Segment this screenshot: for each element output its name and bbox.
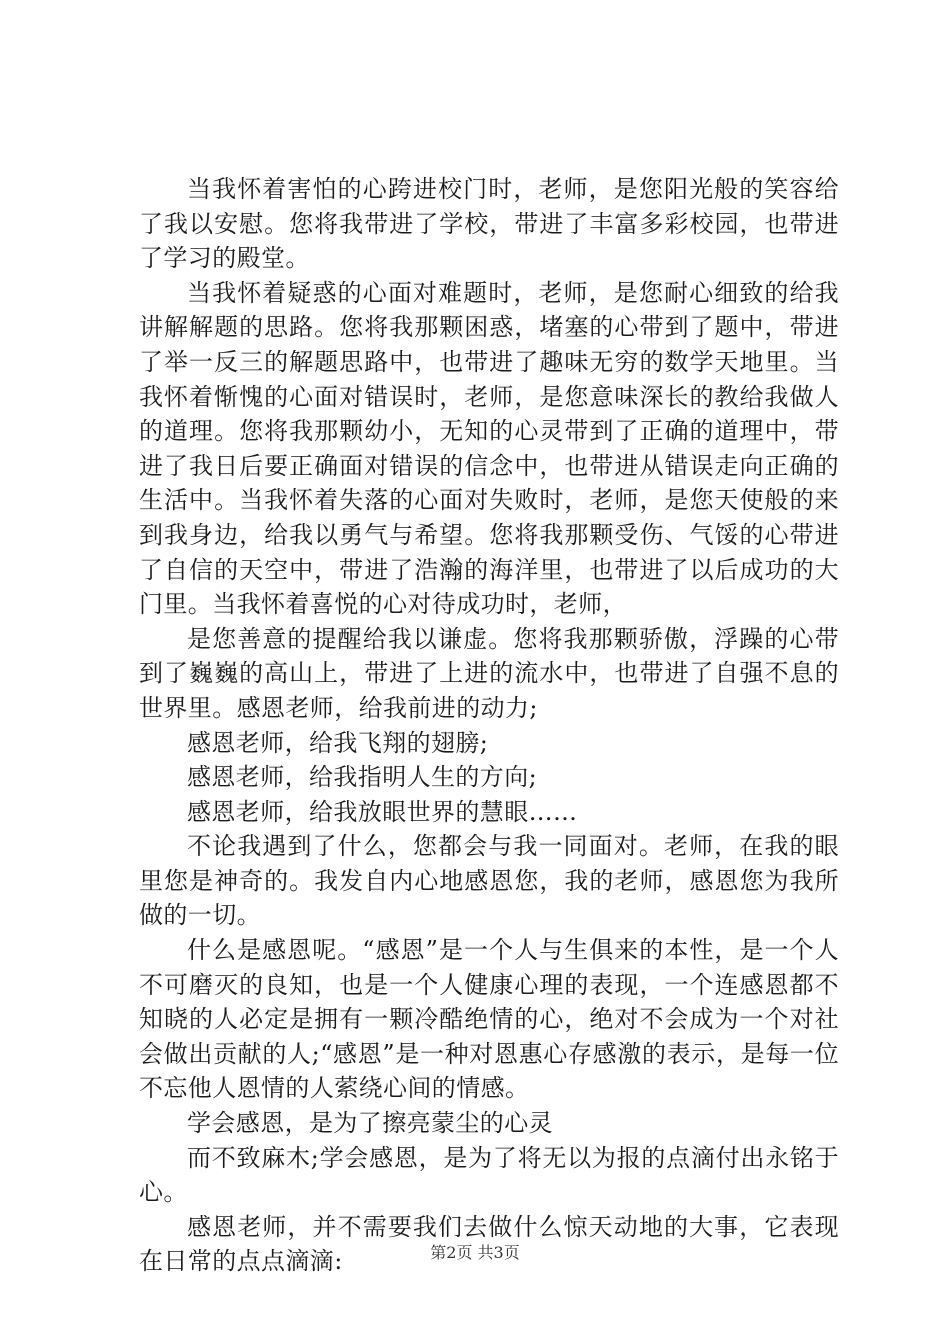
paragraph: 当我怀着疑惑的心面对难题时，老师，是您耐心细致的给我讲解解题的思路。您将我那颗困惑，堵塞的心带到了题中，带进了举一反三的解题思路中，也带进了趣味无穷的数学天地里。当我怀着惭愧的心面对错误时，老师，是您意味深长的教给我做人的道理。您将我那颗幼小，无知的心灵带到了正确的道理中，带进了我日后要正确面对错误的信念中，也带进从错误走向正确的生活中。当我怀着失落的心面对失败时，老师，是您天使般的来到我身边，给我以勇气与希望。您将我那颗受伤、气馁的心带进了自信的天空中，带进了浩瀚的海洋里，也带进了以后成功的大门里。当我怀着喜悦的心对待成功时，老师， [139, 278, 839, 619]
page-number-label: 第2页 共3页 [430, 1243, 520, 1262]
paragraph: 不论我遇到了什么，您都会与我一同面对。老师，在我的眼里您是神奇的。我发自内心地感恩您，我的老师，感恩您为我所做的一切。 [139, 832, 839, 930]
paragraph: 感恩老师，并不需要我们去做什么惊天动地的大事，它表现在日常的点点滴滴: [139, 1212, 839, 1276]
paragraph: 当我怀着害怕的心跨进校门时，老师，是您阳光般的笑容给了我以安慰。您将我带进了学校，带进了丰富多彩校园，也带进了学习的殿堂。 [139, 175, 839, 273]
paragraph: 感恩老师，给我指明人生的方向; [187, 763, 538, 792]
paragraph: 感恩老师，给我放眼世界的慧眼…… [187, 797, 578, 826]
page-footer [0, 1243, 950, 1263]
paragraph: 是您善意的提醒给我以谦虚。您将我那颗骄傲，浮躁的心带到了巍巍的高山上，带进了上进的流水中，也带进了自强不息的世界里。感恩老师，给我前进的动力; [139, 624, 839, 722]
paragraph: 学会感恩，是为了擦亮蒙尘的心灵 [187, 1109, 553, 1138]
paragraph: 感恩老师，给我飞翔的翅膀; [187, 728, 489, 757]
paragraph: 而不致麻木;学会感恩，是为了将无以为报的点滴付出永铭于心。 [139, 1143, 839, 1207]
paragraph: 什么是感恩呢。“感恩”是一个人与生俱来的本性，是一个人不可磨灭的良知，也是一个人健康心理的表现，一个连感恩都不知晓的人必定是拥有一颗冷酷绝情的心，绝对不会成为一个对社会做出贡献的人;“感恩”是一种对恩惠心存感激的表示，是每一位不忘他人恩情的人萦绕心间的情感。 [139, 936, 839, 1103]
document-body [139, 172, 839, 1279]
